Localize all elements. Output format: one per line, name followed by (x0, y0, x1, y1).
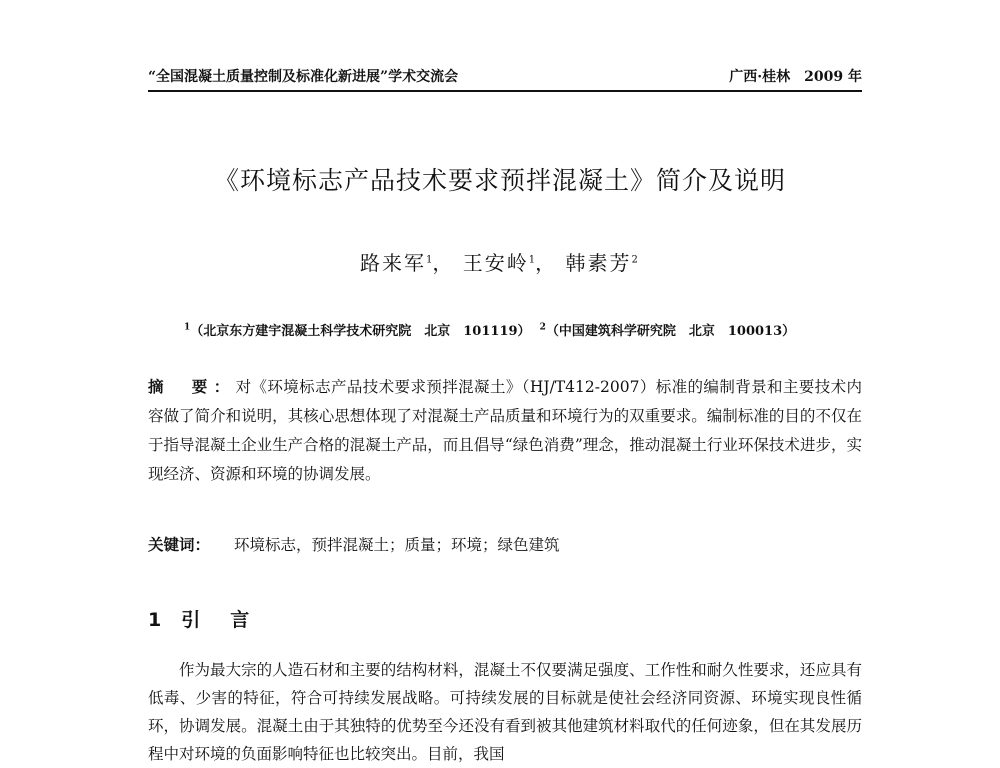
affiliation-list (184, 320, 795, 339)
affiliation-text: （中国建筑科学研究院 北京 100013） (545, 324, 796, 339)
author-separator: ， (432, 251, 455, 275)
location-year: 广西·桂林 2009 年 (729, 69, 862, 85)
section-number: 1 (148, 609, 162, 631)
header-rule (148, 90, 862, 92)
author-list (360, 247, 638, 276)
paper-title: 《环境标志产品技术要求预拌混凝土》简介及说明 (213, 166, 786, 195)
affiliation-mark: 1 (184, 322, 191, 333)
author-affiliation-mark: 1 (426, 254, 433, 266)
author-affiliation-mark: 1 (528, 254, 536, 266)
keywords-label: 关键词： (148, 535, 211, 554)
keywords (148, 533, 560, 555)
section-heading (148, 605, 279, 632)
author-separator: ， (535, 251, 558, 275)
author-name: 韩素芳 (565, 251, 632, 275)
affiliation-mark: 2 (539, 322, 546, 333)
running-header (148, 66, 862, 88)
body-paragraph: 作为最大宗的人造石材和主要的结构材料，混凝土不仅要满足强度、工作性和耐久性要求，还应具有低毒、少害的特征，符合可持续发展战略。可持续发展的目标就是使社会经济同资源、环境实现良性循环，协调发展。混凝土由于其独特的优势至今还没有看到被其他建筑材料取代的任何迹象，但在其发展历程中对环境的负面影响特征也比较突出。目前，我国 (148, 661, 862, 763)
affiliation-text: （北京东方建宇混凝土科学技术研究院 北京 101119） (190, 324, 531, 339)
author-affiliation-mark: 2 (631, 254, 638, 266)
keywords-text: 环境标志，预拌混凝土；质量；环境；绿色建筑 (234, 536, 560, 554)
author-name: 王安岭 (462, 251, 529, 275)
author-name: 路来军 (360, 251, 426, 275)
abstract (148, 372, 862, 489)
abstract-text: 对《环境标志产品技术要求预拌混凝土》（HJ/T412-2007）标准的编制背景和主要技术内容做了简介和说明，其核心思想体现了对混凝土产品质量和环境行为的双重要求。编制标准的目的不仅在于指导混凝土企业生产合格的混凝土产品，而且倡导“绿色消费”理念，推动混凝土行业环保技术进步，实现经济、资源和环境的协调发展。 (148, 378, 862, 483)
section-title: 引言 (181, 609, 280, 631)
conference-name: “全国混凝土质量控制及标准化新进展”学术交流会 (148, 69, 459, 85)
abstract-label: 摘 要： (148, 377, 236, 396)
